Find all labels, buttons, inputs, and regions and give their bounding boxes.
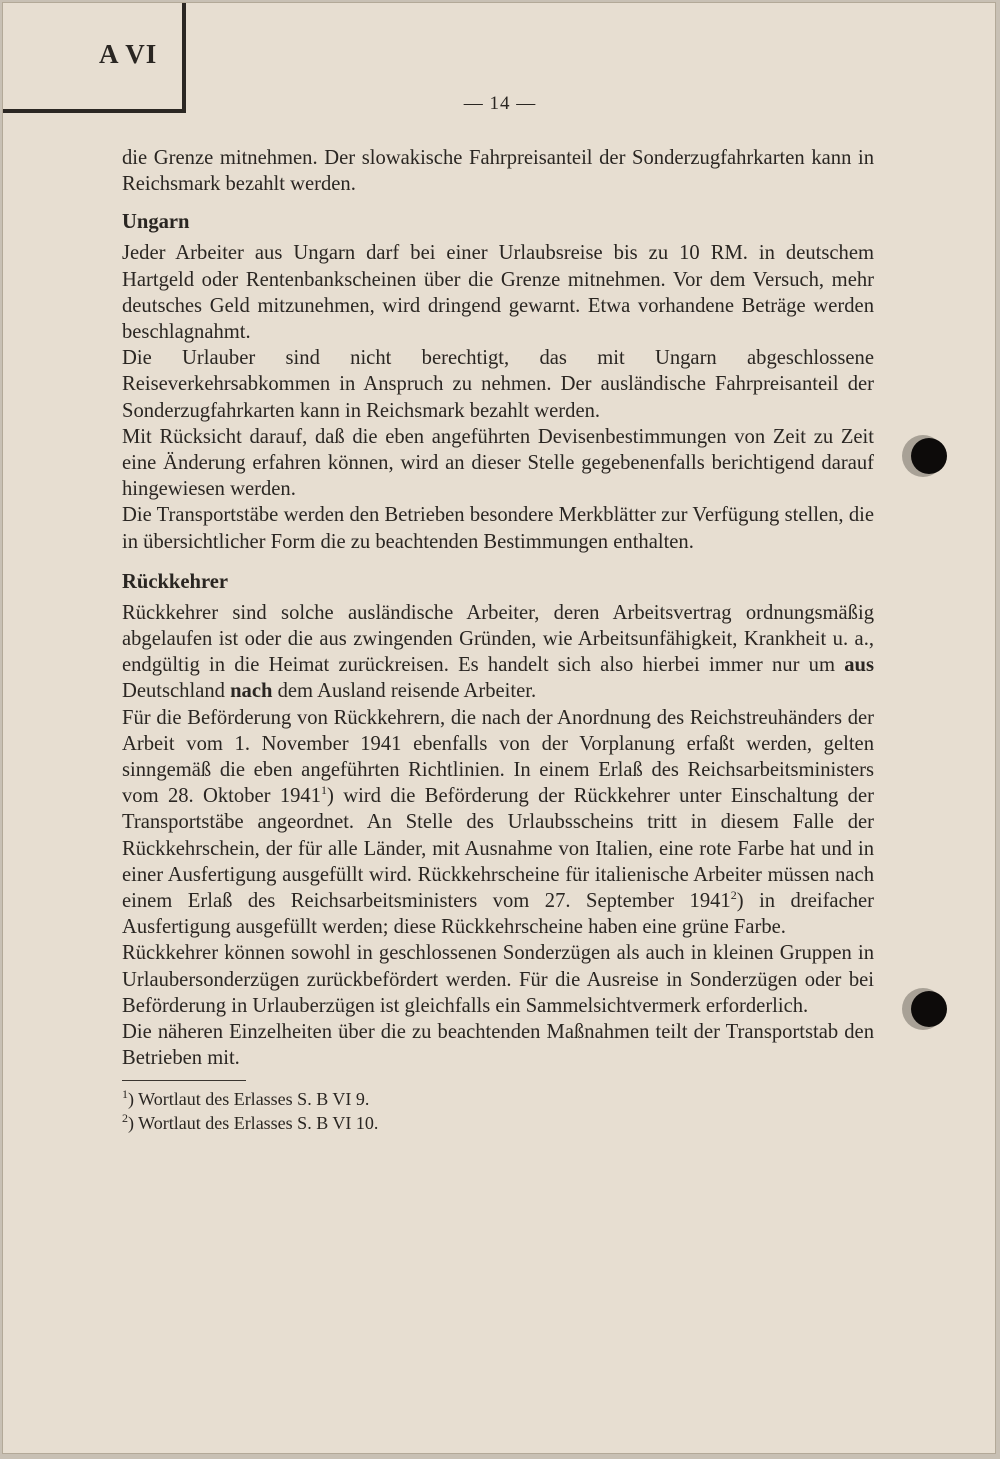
- footnote-text: ) Wortlaut des Erlasses S. B VI 9.: [128, 1088, 370, 1109]
- footnotes: [122, 1087, 874, 1135]
- footnote-ref-2: 2: [730, 888, 737, 903]
- footnote-text: ) Wortlaut des Erlasses S. B VI 10.: [128, 1112, 379, 1133]
- footnote-divider: [122, 1080, 246, 1081]
- rueckkehrer-paragraph-2: [122, 705, 874, 941]
- footnote-marker: 1: [122, 1086, 128, 1101]
- ungarn-paragraph-3: Mit Rücksicht darauf, daß die eben angeführten Devisenbestimmungen von Zeit zu Zeit eine Änderung erfahren können, wird an dieser Stelle gegebenenfalls berichtigend darauf hingewiesen werden.: [122, 425, 874, 501]
- footnote-marker: 2: [122, 1110, 128, 1125]
- ungarn-paragraph-2: Die Urlauber sind nicht berechtigt, das mit Ungarn abgeschlossene Reiseverkehrsabkommen in Anspruch zu nehmen. Der ausländische Fahrpreisanteil der Sonderzugfahrkarten kann in Reichsmark bezahlt werden.: [122, 347, 874, 422]
- rueckkehrer-paragraph-1: [122, 600, 874, 705]
- punch-hole-bottom: [911, 991, 947, 1027]
- text-run: Deutschland: [122, 680, 231, 703]
- punch-hole-top: [911, 438, 947, 474]
- text-run: Rückkehrer sind solche ausländische Arbeiter, deren Arbeitsvertrag ordnungsmäßig abgelaufen ist oder die aus zwingenden Gründen, wie Arbeitsunfähigkeit, Krankheit u. a., endgültig in die Heimat zurückreisen. Es handelt sich also hierbei immer nur um: [122, 601, 874, 677]
- footnote-ref-1: 1: [321, 783, 328, 798]
- text-run: dem Ausland reisende Arbeiter.: [272, 680, 537, 703]
- text-run: ) wird die Beförderung der Rückkehrer unter Einschaltung der Transportstäbe angeordnet. An Stelle des Urlaubsscheins tritt in diesem Falle der Rückkehrschein, der für alle Länder, mit Ausnahme von Italien, eine rote Farbe hat und in einer Ausfertigung ausgefüllt wird. Rückkehrscheine für italienische Arbeiter müssen nach einem Erlaß des Reichsarbeitsministers vom 27. September 1941: [122, 785, 874, 913]
- rueckkehrer-paragraph-4: Die näheren Einzelheiten über die zu beachtenden Maßnahmen teilt der Transportstab den Betrieben mit.: [122, 1021, 874, 1070]
- rueckkehrer-paragraph-3: Rückkehrer können sowohl in geschlossenen Sonderzügen als auch in kleinen Gruppen in Urlaubersonderzügen zurückbefördert werden. Für die Ausreise in Sonderzügen oder bei Beförderung in Urlauberzügen ist gleichfalls ein Sammelsichtvermerk erforderlich.: [122, 942, 874, 1017]
- ungarn-paragraph-4: Die Transportstäbe werden den Betrieben besondere Merkblätter zur Verfügung stellen, die in übersichtlicher Form die zu beachtenden Bestimmungen enthalten.: [122, 504, 874, 553]
- heading-ungarn: Ungarn: [122, 211, 190, 234]
- page-number: — 14 —: [463, 93, 537, 114]
- emphasis-nach: nach: [230, 680, 273, 703]
- footnote-2: [122, 1111, 874, 1135]
- text-run: Für die Beförderung von Rückkehrern, die nach der Anordnung des Reichstreuhänders der Arbeit vom 1. November 1941 ebenfalls von der Vorplanung erfaßt werden, gelten sinngemäß die eben angeführten Richtlinien. In einem Erlaß des Reichsarbeitsministers vom 28. Oktober 1941: [122, 706, 874, 808]
- main-content: [122, 145, 874, 1135]
- footnote-1: [122, 1087, 874, 1111]
- heading-rueckkehrer: Rückkehrer: [122, 570, 229, 593]
- text-run: ) in dreifacher Ausfertigung ausgefüllt werden; diese Rückkehrscheine haben eine grüne Farbe.: [122, 890, 875, 939]
- section-code: A VI: [99, 39, 158, 69]
- ungarn-paragraph-1: Jeder Arbeiter aus Ungarn darf bei einer Urlaubsreise bis zu 10 RM. in deutschem Hartgeld oder Rentenbankscheinen über die Grenze mitnehmen. Vor dem Versuch, mehr deutsches Geld mitzunehmen, wird dringend gewarnt. Etwa vorhandene Beträge werden beschlagnahmt.: [122, 242, 874, 344]
- emphasis-aus: aus: [844, 654, 874, 677]
- intro-paragraph: die Grenze mitnehmen. Der slowakische Fahrpreisanteil der Sonderzugfahrkarten kann in Reichsmark bezahlt werden.: [122, 147, 874, 196]
